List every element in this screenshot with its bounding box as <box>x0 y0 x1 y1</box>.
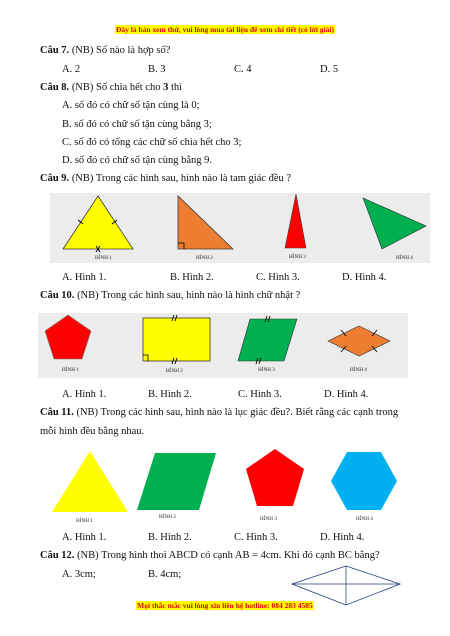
question-12 <box>40 549 380 562</box>
question-number: Câu 10. <box>40 290 75 301</box>
caption-hinh-3: HÌNH 3 <box>260 516 277 522</box>
question-text-end: thì <box>168 82 183 93</box>
option-b: B. Hình 2. <box>148 532 192 543</box>
question-text: (NB) Trong các hình sau, hình nào là lục giác đều?. Biết rằng các cạnh trong <box>73 407 399 418</box>
caption-hinh-1: HÌNH 1 <box>62 367 79 373</box>
question-number: Câu 12. <box>40 550 75 561</box>
hexagon-shape <box>331 452 397 510</box>
option-c: C. số đó có tổng các chữ số chia hết cho 3; <box>62 137 242 148</box>
question-text: (NB) Trong các hình sau, hình nào là hình chữ nhật ? <box>74 290 301 301</box>
option-c: C. Hình 3. <box>234 532 278 543</box>
caption-hinh-4: HÌNH 4 <box>396 255 413 261</box>
preview-banner: Đây là bản xem thử, vui lòng mua tài liệu để xem chi tiết (có lời giải) <box>115 25 335 34</box>
pentagon-shape <box>246 449 304 506</box>
caption-hinh-1: HÌNH 1 <box>95 255 112 261</box>
caption-hinh-2: HÌNH 2 <box>166 368 183 374</box>
caption-hinh-2: HÌNH 2 <box>196 255 213 261</box>
option-b: B. Hình 2. <box>148 389 192 400</box>
parallelogram-shape <box>137 453 216 510</box>
question-number: Câu 8. <box>40 82 70 93</box>
option-a: A. Hình 1. <box>62 389 107 400</box>
question-text: (NB) Số chia hết cho <box>69 82 164 93</box>
q12-figure <box>292 566 400 605</box>
question-11 <box>40 406 398 419</box>
hotline-banner: Mọi thắc mắc vui lòng xin liên hệ hotline: 084 283 4585 <box>137 601 313 610</box>
question-bold-number: 3 <box>163 82 169 93</box>
option-d: D. số đó có chữ số tận cùng bằng 9. <box>62 155 213 166</box>
option-c: C. Hình 3. <box>256 272 300 283</box>
question-11-continued: mỗi hình đều bằng nhau. <box>40 426 145 437</box>
question-10 <box>40 289 300 302</box>
option-a: A. 3cm; <box>62 569 96 580</box>
option-a: A. 2 <box>62 64 81 75</box>
triangle-shape <box>52 451 128 512</box>
option-c: C. Hình 3. <box>238 389 282 400</box>
question-text: (NB) Số nào là hợp số? <box>69 45 171 56</box>
option-a: A. Hình 1. <box>62 532 107 543</box>
question-text: (NB) Trong các hình sau, hình nào là tam giác đều ? <box>69 173 292 184</box>
caption-hinh-4: HÌNH 4 <box>356 516 373 522</box>
option-d: D. Hình 4. <box>342 272 387 283</box>
question-number: Câu 11. <box>40 407 74 418</box>
option-d: D. 5 <box>320 64 339 75</box>
caption-hinh-3: HÌNH 3 <box>289 254 306 260</box>
question-text: (NB) Trong hình thoi ABCD có cạnh AB = 4cm. Khi đó cạnh BC bằng? <box>74 550 380 561</box>
question-number: Câu 7. <box>40 45 70 56</box>
rectangle-shape <box>143 318 210 361</box>
option-d: D. Hình 4. <box>320 532 365 543</box>
caption-hinh-2: HÌNH 2 <box>159 514 176 520</box>
option-a: A. Hình 1. <box>62 272 107 283</box>
q11-figure <box>52 449 397 524</box>
q9-figure <box>50 193 430 263</box>
question-number: Câu 9. <box>40 173 70 184</box>
caption-hinh-3: HÌNH 3 <box>258 367 275 373</box>
caption-hinh-1: HÌNH 1 <box>76 518 93 524</box>
option-d: D. Hình 4. <box>324 389 369 400</box>
q10-figure <box>38 313 408 378</box>
option-b: B. 4cm; <box>148 569 182 580</box>
option-b: B. Hình 2. <box>170 272 214 283</box>
option-a: A. số đó có chữ số tận cùng là 0; <box>62 100 200 111</box>
option-b: B. 3 <box>148 64 166 75</box>
option-c: C. 4 <box>234 64 252 75</box>
option-b: B. số đó có chữ số tận cùng bằng 3; <box>62 119 212 130</box>
caption-hinh-4: HÌNH 4 <box>350 367 367 373</box>
